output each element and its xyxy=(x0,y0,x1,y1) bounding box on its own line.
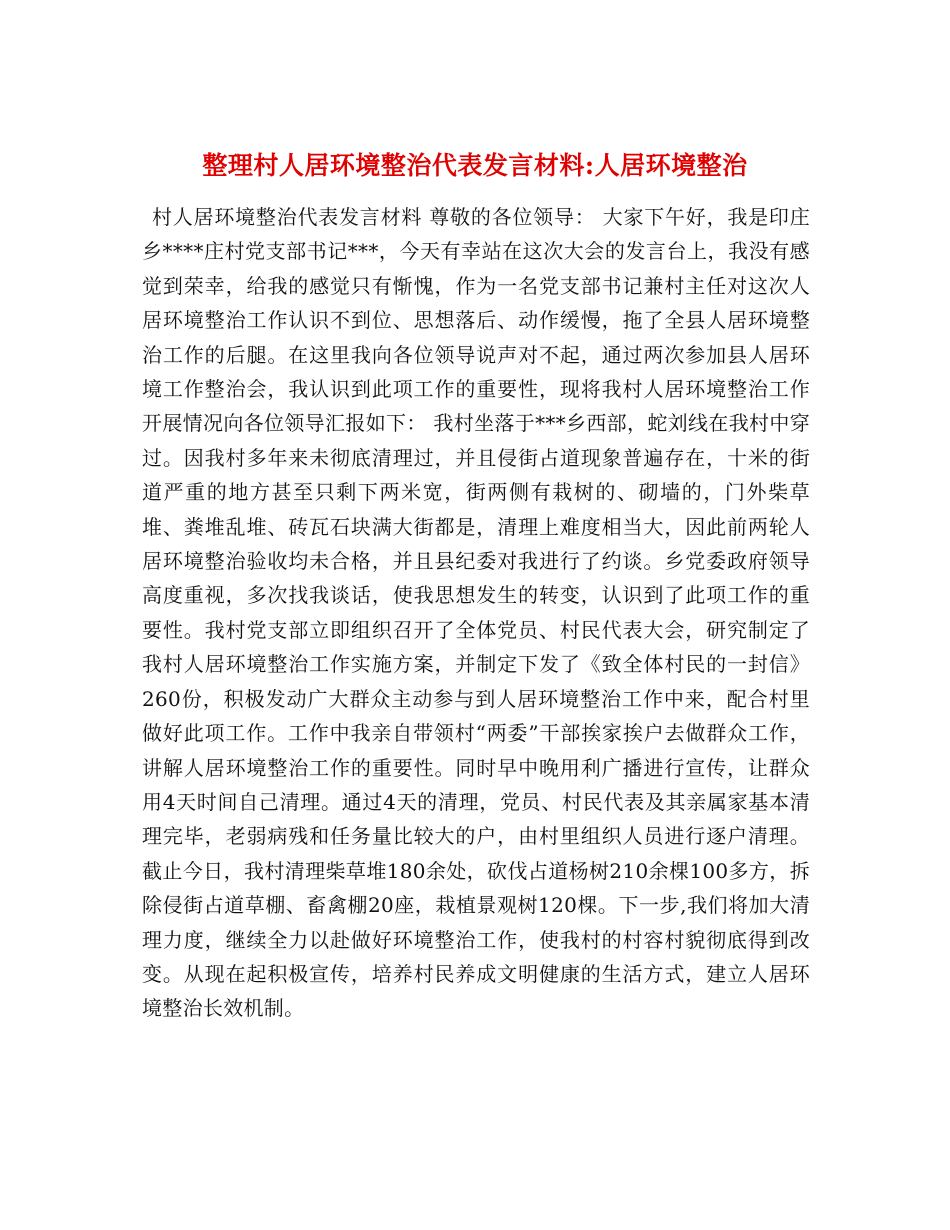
document-body-paragraph: 村人居环境整治代表发言材料 尊敬的各位领导： 大家下午好，我是印庄乡****庄村党支部书记***，今天有幸站在这次大会的发言台上，我没有感觉到荣幸，给我的感觉只有惭愧，作为一名党支部书记兼村主任对这次人居环境整治工作认识不到位、思想落后、动作缓慢，拖了全县人居环境整治工作的后腿。在这里我向各位领导说声对不起，通过两次参加县人居环境工作整治会，我认识到此项工作的重要性，现将我村人居环境整治工作开展情况向各位领导汇报如下： 我村坐落于***乡西部，蛇刘线在我村中穿过。因我村多年来未彻底清理过，并且侵街占道现象普遍存在，十米的街道严重的地方甚至只剩下两米宽，街两侧有栽树的、砌墙的，门外柴草堆、粪堆乱堆、砖瓦石块满大街都是，清理上难度相当大，因此前两轮人居环境整治验收均未合格，并且县纪委对我进行了约谈。乡党委政府领导高度重视，多次找我谈话，使我思想发生的转变，认识到了此项工作的重要性。我村党支部立即组织召开了全体党员、村民代表大会，研究制定了我村人居环境整治工作实施方案，并制定下发了《致全体村民的一封信》260份，积极发动广大群众主动参与到人居环境整治工作中来，配合村里做好此项工作。工作中我亲自带领村“两委”干部挨家挨户去做群众工作，讲解人居环境整治工作的重要性。同时早中晚用利广播进行宣传，让群众用4天时间自己清理。通过4天的清理，党员、村民代表及其亲属家基本清理完毕，老弱病残和任务量比较大的户，由村里组织人员进行逐户清理。截止今日，我村清理柴草堆180余处，砍伐占道杨树210余棵100多方，拆除侵街占道草棚、畜禽棚20座，栽植景观树120棵。下一步,我们将加大清理力度，继续全力以赴做好环境整治工作，使我村的村容村貌彻底得到改变。从现在起积极宣传，培养村民养成文明健康的生活方式，建立人居环境整治长效机制。 xyxy=(142,205,810,1021)
document-title: 整理村人居环境整治代表发言材料:人居环境整治 xyxy=(202,150,748,180)
